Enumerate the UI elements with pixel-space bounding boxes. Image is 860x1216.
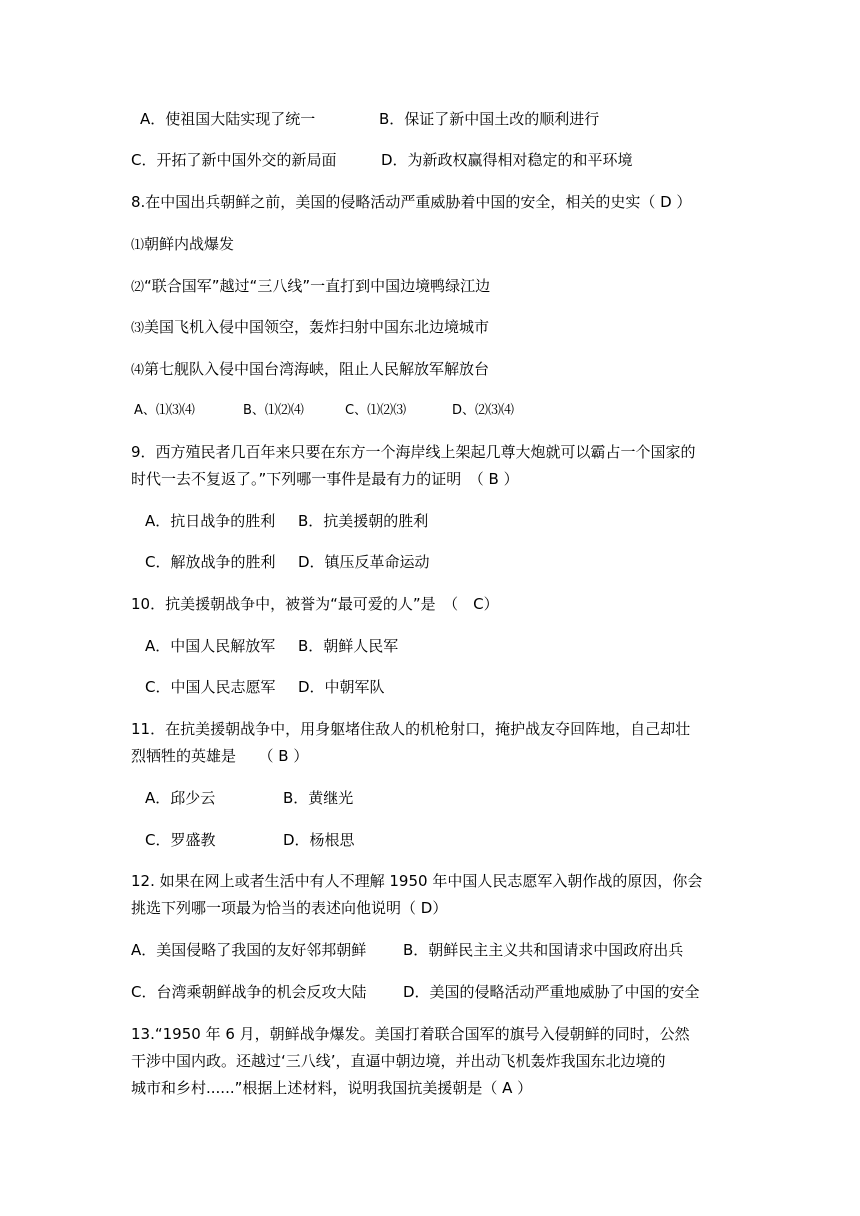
q9-stem-line1: 9．西方殖民者几百年来只要在东方一个海岸线上架起几尊大炮就可以霸占一个国家的 bbox=[131, 443, 696, 461]
q13-stem-line2: 干涉中国内政。还越过‘三八线’，直逼中朝边境，并出动飞机轰炸我国东北边境的 bbox=[131, 1052, 666, 1070]
q8-item-1-num: ⑴ bbox=[131, 238, 145, 253]
q10-option-b: B．朝鲜人民军 bbox=[298, 637, 399, 655]
q9-option-a: A．抗日战争的胜利 bbox=[145, 512, 276, 530]
q11-option-a: A．邱少云 bbox=[145, 789, 216, 807]
q8-item-2-num: ⑵ bbox=[131, 280, 145, 295]
q11-stem-line1: 11．在抗美援朝战争中，用身躯堵住敌人的机枪射口，掩护战友夺回阵地，自己却壮 bbox=[131, 720, 691, 738]
q7-option-c: C．开拓了新中国外交的新局面 bbox=[131, 151, 337, 169]
q13-stem-line1: 13.“1950 年 6 月，朝鲜战争爆发。美国打着联合国军的旗号入侵朝鲜的同时，公然 bbox=[131, 1025, 690, 1043]
q12-stem-line2: 挑选下列哪一项最为恰当的表述向他说明（ D） bbox=[131, 899, 448, 917]
q8-option-c: C、⑴⑵⑶ bbox=[345, 403, 407, 418]
q7-option-a: A．使祖国大陆实现了统一 bbox=[140, 110, 316, 128]
q8-item-4-num: ⑷ bbox=[131, 363, 145, 378]
q12-option-c: C．台湾乘朝鲜战争的机会反攻大陆 bbox=[131, 983, 367, 1001]
q8-item-4-text: 第七舰队入侵中国台湾海峡，阻止人民解放军解放台 bbox=[144, 360, 490, 378]
q8-item-1-text: 朝鲜内战爆发 bbox=[144, 235, 235, 253]
q8-item-3-num: ⑶ bbox=[131, 321, 145, 336]
q7-option-d: D．为新政权赢得相对稳定的和平环境 bbox=[381, 151, 633, 169]
q11-option-b: B．黄继光 bbox=[283, 789, 354, 807]
q8-item-3-text: 美国飞机入侵中国领空，轰炸扫射中国东北边境城市 bbox=[144, 318, 490, 336]
q8-option-d: D、⑵⑶⑷ bbox=[452, 403, 515, 418]
q8-item-2 bbox=[131, 276, 490, 298]
q10-option-a: A．中国人民解放军 bbox=[145, 637, 276, 655]
q7-option-b: B．保证了新中国土改的顺利进行 bbox=[379, 110, 600, 128]
q10-option-c: C．中国人民志愿军 bbox=[145, 678, 276, 696]
q12-option-a: A．美国侵略了我国的友好邻邦朝鲜 bbox=[131, 941, 367, 959]
q8-item-2-text: “联合国军”越过“三八线”一直打到中国边境鸭绿江边 bbox=[144, 277, 491, 295]
q12-stem-line1: 12. 如果在网上或者生活中有人不理解 1950 年中国人民志愿军入朝作战的原因，你会 bbox=[131, 872, 703, 890]
q8-option-a: A、⑴⑶⑷ bbox=[134, 403, 195, 418]
q11-option-c: C．罗盛教 bbox=[145, 831, 216, 849]
q11-stem-line2: 烈牺牲的英雄是 （ B ） bbox=[131, 747, 309, 765]
q9-option-b: B．抗美援朝的胜利 bbox=[298, 512, 429, 530]
q13-stem-line3: 城市和乡村......”根据上述材料，说明我国抗美援朝是（ A ） bbox=[131, 1079, 533, 1097]
q12-option-b: B．朝鲜民主主义共和国请求中国政府出兵 bbox=[403, 941, 684, 959]
q10-stem: 10．抗美援朝战争中，被誉为“最可爱的人”是 （ C） bbox=[131, 595, 499, 613]
q8-option-b: B、⑴⑵⑷ bbox=[243, 403, 304, 418]
q9-stem-line2: 时代一去不复返了。”下列哪一事件是最有力的证明 （ B ） bbox=[131, 470, 519, 488]
q10-option-d: D．中朝军队 bbox=[298, 678, 385, 696]
q8-item-1 bbox=[131, 234, 234, 256]
q9-option-d: D．镇压反革命运动 bbox=[298, 553, 430, 571]
q12-option-d: D．美国的侵略活动严重地威胁了中国的安全 bbox=[403, 983, 700, 1001]
q9-option-c: C．解放战争的胜利 bbox=[145, 553, 276, 571]
q8-item-3 bbox=[131, 317, 489, 339]
q8-stem: 8.在中国出兵朝鲜之前，美国的侵略活动严重威胁着中国的安全，相关的史实（ D ） bbox=[131, 193, 692, 211]
q8-item-4 bbox=[131, 359, 489, 381]
q11-option-d: D．杨根思 bbox=[283, 831, 355, 849]
